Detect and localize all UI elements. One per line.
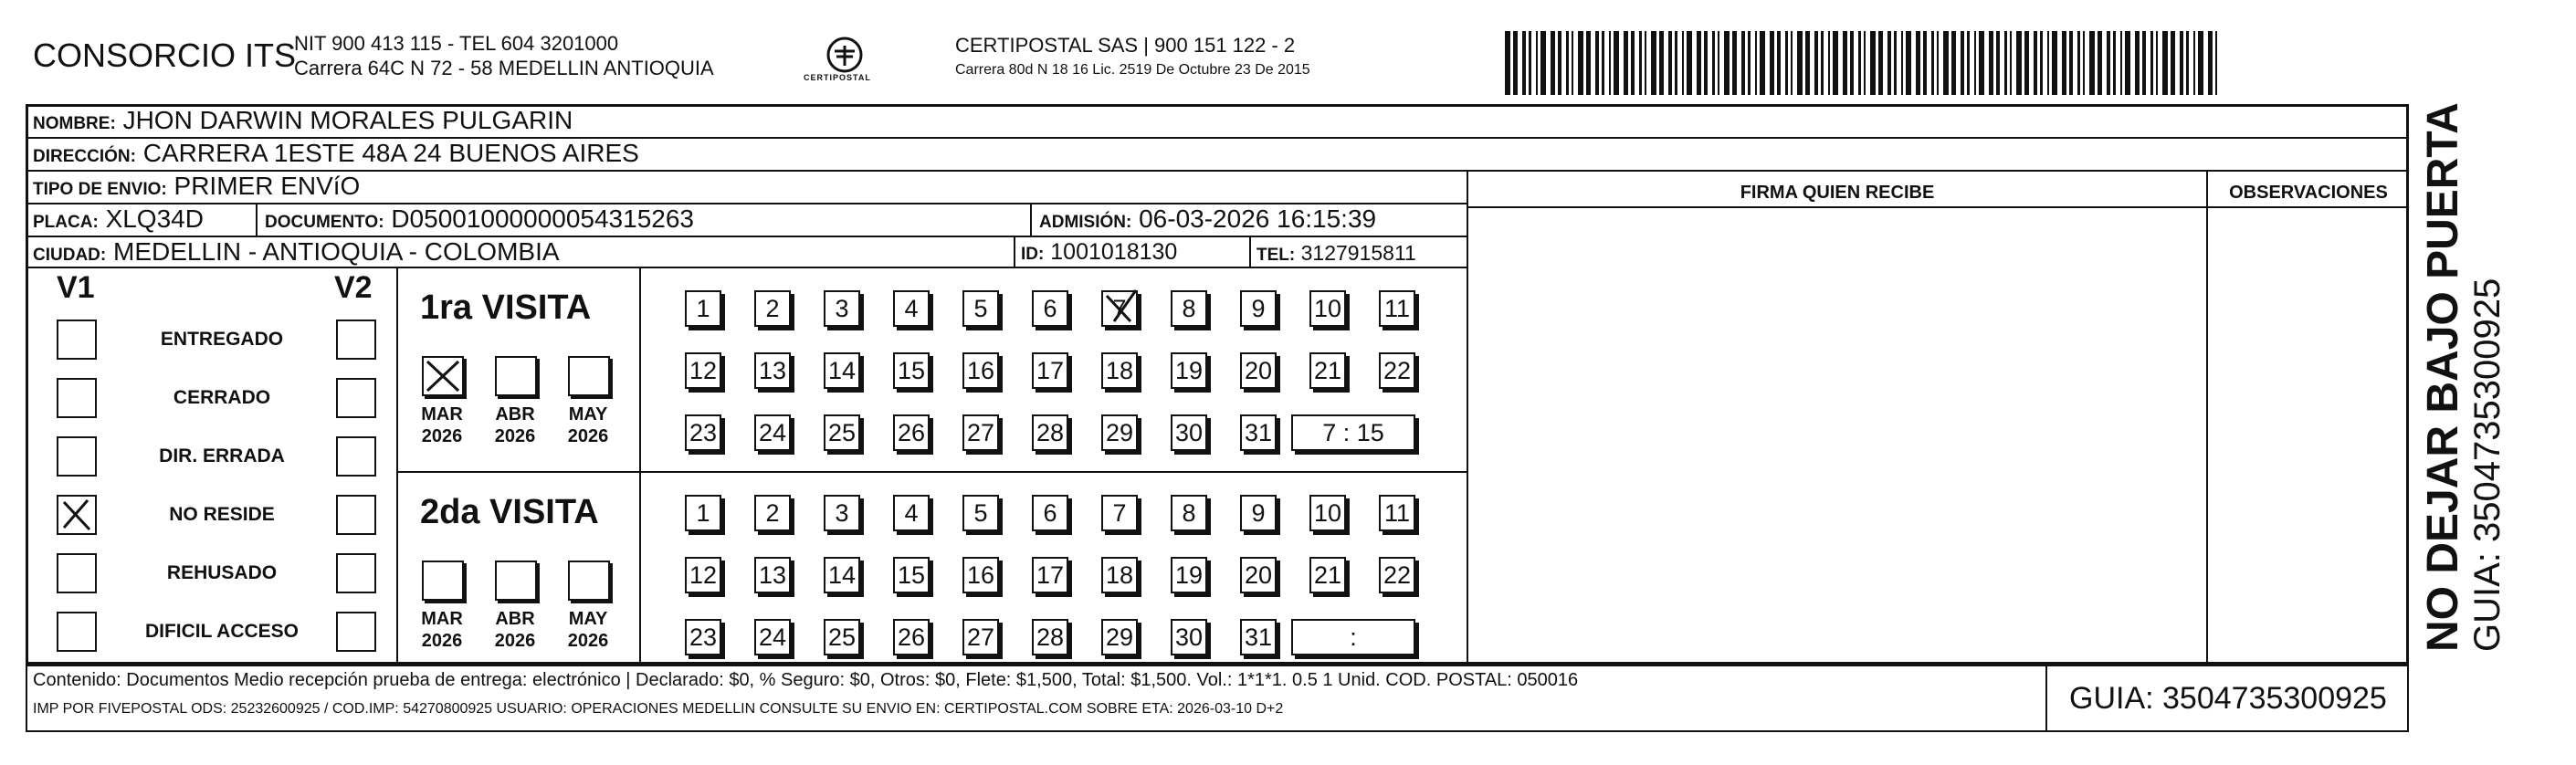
day-box[interactable]: 19: [1171, 352, 1207, 389]
footer-guia: GUIA: 3504735300925: [2069, 681, 2387, 716]
direccion-label: DIRECCIÓN:: [33, 147, 136, 166]
v2-checkbox[interactable]: [336, 436, 376, 477]
check-mark-icon: [424, 358, 462, 394]
footer-content: Contenido: Documentos Medio recepción prueba de entrega: electrónico | Declarado: $0, % Seguro: $0, Otros: $0, Flete: $1,500, Total: $1,500. Vol.: 1*1*1. 0.5 1 Unid. COD. POSTAL: 050016: [33, 670, 1579, 690]
month-label: [486, 608, 544, 652]
tipo-value: PRIMER ENVíO: [173, 172, 361, 200]
month-name: MAY: [568, 609, 608, 629]
time-box[interactable]: 7 : 15: [1291, 414, 1415, 451]
month-label: [559, 608, 617, 652]
day-box[interactable]: 10: [1309, 495, 1346, 531]
day-box[interactable]: 11: [1379, 290, 1415, 327]
month-label: [486, 403, 544, 447]
day-box[interactable]: 12: [685, 352, 721, 389]
day-box[interactable]: 17: [1032, 557, 1068, 593]
day-box[interactable]: 1: [685, 290, 721, 327]
placa-label: PLACA:: [33, 213, 99, 232]
day-box[interactable]: 28: [1032, 414, 1068, 451]
month-checkbox[interactable]: [568, 356, 610, 396]
barcode: [1505, 31, 2217, 95]
tel-value: 3127915811: [1300, 241, 1416, 265]
day-box[interactable]: 27: [962, 414, 999, 451]
day-box[interactable]: 3: [824, 495, 860, 531]
month-year: 2026: [567, 426, 609, 446]
admision-row: [1039, 204, 1376, 234]
day-box[interactable]: 26: [893, 414, 930, 451]
day-box[interactable]: 13: [754, 352, 791, 389]
day-box[interactable]: 3: [824, 290, 860, 327]
observaciones-header: OBSERVACIONES: [2229, 183, 2388, 203]
day-box[interactable]: 15: [893, 557, 930, 593]
day-box[interactable]: 17: [1032, 352, 1068, 389]
footer-imp: IMP POR FIVEPOSTAL ODS: 25232600925 / COD.IMP: 54270800925 USUARIO: OPERACIONES MEDELLIN CONSULTE SU ENVIO EN: CERTIPOSTAL.COM SOBRE ETA: 2026-03-10 D+2: [33, 701, 1284, 717]
day-box[interactable]: 11: [1379, 495, 1415, 531]
month-year: 2026: [494, 426, 536, 446]
visit-title: 1ra VISITA: [420, 288, 592, 327]
id-label: ID:: [1021, 245, 1045, 264]
documento-value: D05001000000054315263: [391, 204, 694, 233]
nombre-value: JHON DARWIN MORALES PULGARIN: [122, 106, 573, 134]
ciudad-value: MEDELLIN - ANTIOQUIA - COLOMBIA: [113, 237, 560, 266]
nombre-row: [33, 106, 573, 135]
day-box[interactable]: 4: [893, 290, 930, 327]
tipo-label: TIPO DE ENVIO:: [33, 180, 167, 199]
day-box[interactable]: 31: [1240, 619, 1277, 655]
day-box[interactable]: 14: [824, 557, 860, 593]
v1-checkbox[interactable]: [57, 612, 97, 652]
day-box[interactable]: 8: [1171, 495, 1207, 531]
nit-line: NIT 900 413 115 - TEL 604 3201000: [294, 32, 619, 55]
day-box[interactable]: 9: [1240, 290, 1277, 327]
tel-label: TEL:: [1256, 246, 1296, 265]
visit-title: 2da VISITA: [420, 493, 599, 531]
certipostal-sub: Carrera 80d N 18 16 Lic. 2519 De Octubre 23 De 2015: [955, 62, 1310, 78]
month-name: MAR: [421, 404, 463, 424]
month-label: [413, 608, 471, 652]
day-box[interactable]: 31: [1240, 414, 1277, 451]
month-year: 2026: [494, 631, 536, 651]
day-box[interactable]: 14: [824, 352, 860, 389]
v1-header: V1: [57, 270, 95, 305]
company-info: [294, 31, 714, 80]
status-label: DIFICIL ACCESO: [144, 621, 299, 642]
day-box[interactable]: 25: [824, 619, 860, 655]
month-year: 2026: [567, 631, 609, 651]
documento-row: [265, 204, 694, 234]
v1-checkbox[interactable]: [57, 495, 97, 535]
side-notice: [2420, 102, 2508, 652]
day-box[interactable]: 25: [824, 414, 860, 451]
day-box[interactable]: 12: [685, 557, 721, 593]
admision-value: 06-03-2026 16:15:39: [1139, 204, 1377, 233]
check-mark-icon: [58, 497, 95, 533]
direccion-value: CARRERA 1ESTE 48A 24 BUENOS AIRES: [142, 139, 639, 167]
day-box[interactable]: 29: [1101, 414, 1138, 451]
v1-checkbox[interactable]: [57, 378, 97, 418]
day-box[interactable]: 26: [893, 619, 930, 655]
day-box[interactable]: 29: [1101, 619, 1138, 655]
address-line: Carrera 64C N 72 - 58 MEDELLIN ANTIOQUIA: [294, 57, 714, 79]
day-box[interactable]: 20: [1240, 557, 1277, 593]
certipostal-line: CERTIPOSTAL SAS | 900 151 122 - 2: [955, 34, 1296, 57]
day-box[interactable]: 22: [1379, 557, 1415, 593]
status-label: REHUSADO: [166, 562, 278, 583]
day-box[interactable]: 28: [1032, 619, 1068, 655]
day-box[interactable]: 21: [1309, 352, 1346, 389]
day-box[interactable]: 9: [1240, 495, 1277, 531]
logo-text: CERTIPOSTAL: [804, 73, 871, 82]
v2-checkbox[interactable]: [336, 320, 376, 360]
ciudad-row: [33, 237, 560, 267]
v1-checkbox[interactable]: [57, 320, 97, 360]
placa-value: XLQ34D: [105, 204, 204, 233]
v2-checkbox[interactable]: [336, 612, 376, 652]
day-box[interactable]: 30: [1171, 414, 1207, 451]
day-number: 7: [1112, 295, 1127, 322]
month-checkbox[interactable]: [422, 561, 464, 601]
observations-area[interactable]: [2210, 208, 2407, 663]
month-checkbox[interactable]: [495, 356, 537, 396]
day-box[interactable]: 8: [1171, 290, 1207, 327]
tipo-row: [33, 172, 360, 201]
month-name: MAY: [568, 404, 608, 424]
status-label: NO RESIDE: [169, 504, 275, 525]
day-box[interactable]: 7: [1101, 495, 1138, 531]
day-box[interactable]: 1: [685, 495, 721, 531]
status-label: CERRADO: [173, 387, 271, 408]
day-box[interactable]: 4: [893, 495, 930, 531]
side-guia: GUIA: 3504735300925: [2467, 278, 2508, 652]
day-box[interactable]: 5: [962, 290, 999, 327]
month-label: [559, 403, 617, 447]
month-checkbox[interactable]: [568, 561, 610, 601]
id-value: 1001018130: [1050, 239, 1178, 265]
month-year: 2026: [421, 631, 463, 651]
v1-checkbox[interactable]: [57, 553, 97, 593]
day-box[interactable]: 21: [1309, 557, 1346, 593]
month-label: [413, 403, 471, 447]
day-box[interactable]: 2: [754, 290, 791, 327]
day-box[interactable]: [1101, 290, 1138, 327]
day-box[interactable]: 24: [754, 619, 791, 655]
day-box[interactable]: 10: [1309, 290, 1346, 327]
check-mark-icon: [1103, 288, 1140, 325]
day-box[interactable]: 22: [1379, 352, 1415, 389]
day-box[interactable]: 5: [962, 495, 999, 531]
v1-checkbox[interactable]: [57, 436, 97, 477]
side-notice-text: NO DEJAR BAJO PUERTA: [2419, 102, 2467, 652]
day-box[interactable]: 30: [1171, 619, 1207, 655]
id-row: [1021, 239, 1177, 266]
day-box[interactable]: 23: [685, 414, 721, 451]
tel-row: [1256, 241, 1416, 266]
month-name: MAR: [421, 609, 463, 629]
day-box[interactable]: 15: [893, 352, 930, 389]
signature-area[interactable]: [1470, 208, 2204, 663]
v2-checkbox[interactable]: [336, 553, 376, 593]
v2-checkbox[interactable]: [336, 495, 376, 535]
day-box[interactable]: 13: [754, 557, 791, 593]
day-box[interactable]: 6: [1032, 290, 1068, 327]
v2-checkbox[interactable]: [336, 378, 376, 418]
day-box[interactable]: 24: [754, 414, 791, 451]
day-box[interactable]: 27: [962, 619, 999, 655]
month-name: ABR: [495, 609, 535, 629]
v2-header: V2: [334, 270, 373, 305]
month-year: 2026: [421, 426, 463, 446]
month-checkbox[interactable]: [495, 561, 537, 601]
time-box[interactable]: :: [1291, 619, 1415, 655]
day-box[interactable]: 16: [962, 557, 999, 593]
day-box[interactable]: 19: [1171, 557, 1207, 593]
day-box[interactable]: 6: [1032, 495, 1068, 531]
status-label: ENTREGADO: [160, 329, 284, 350]
documento-label: DOCUMENTO:: [265, 213, 384, 232]
day-box[interactable]: 20: [1240, 352, 1277, 389]
admision-label: ADMISIÓN:: [1039, 213, 1132, 232]
day-box[interactable]: 2: [754, 495, 791, 531]
company-name: CONSORCIO ITS: [33, 37, 297, 74]
certipostal-info: [955, 33, 1310, 82]
direccion-row: [33, 139, 639, 168]
day-box[interactable]: 18: [1101, 352, 1138, 389]
status-label: DIR. ERRADA: [159, 445, 285, 466]
day-box[interactable]: 18: [1101, 557, 1138, 593]
placa-row: [33, 204, 204, 234]
firma-header: FIRMA QUIEN RECIBE: [1740, 183, 1935, 203]
day-box[interactable]: 23: [685, 619, 721, 655]
month-checkbox[interactable]: [422, 356, 464, 396]
nombre-label: NOMBRE:: [33, 114, 116, 133]
month-name: ABR: [495, 404, 535, 424]
ciudad-label: CIUDAD:: [33, 246, 107, 265]
day-box[interactable]: 16: [962, 352, 999, 389]
